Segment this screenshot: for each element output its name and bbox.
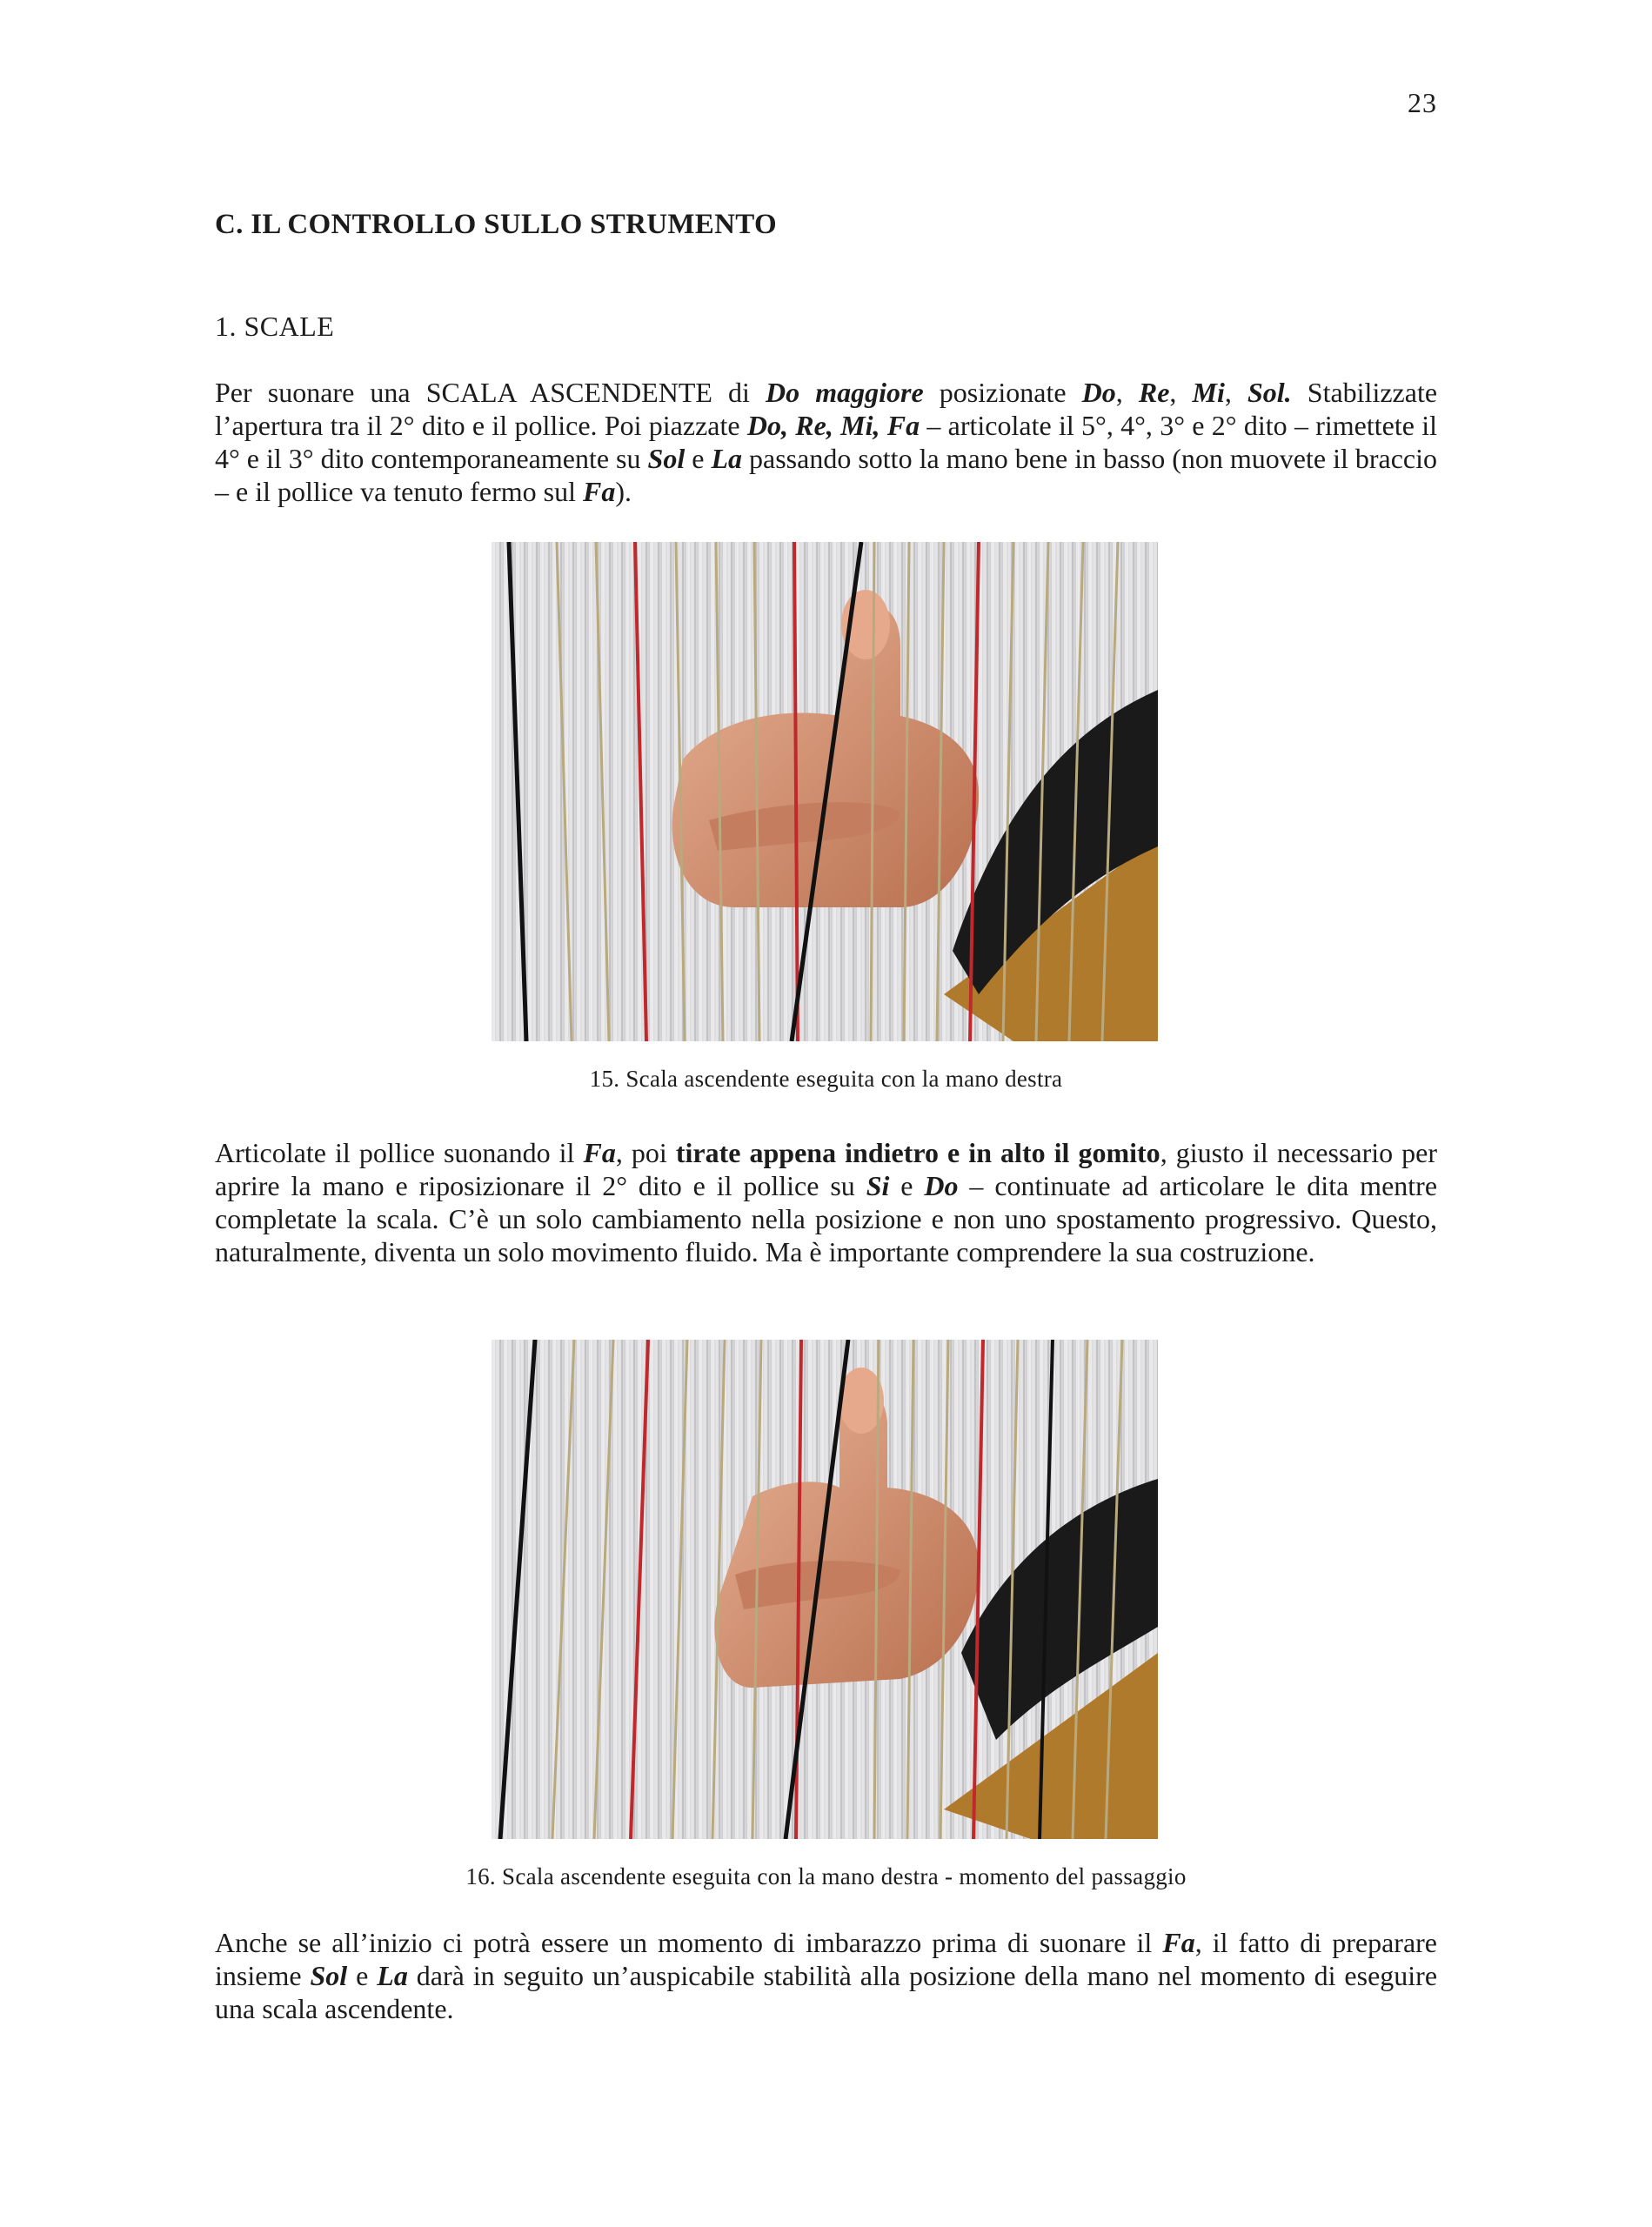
harp-hand-photo-1: [492, 542, 1158, 1041]
sub-title: 1. SCALE: [215, 311, 335, 342]
figure-15-photo: [492, 542, 1158, 1041]
figure-15-caption: 15. Scala ascendente eseguita con la mano destra: [589, 1066, 1063, 1092]
paragraph-articulation: Articolate il pollice suonando il Fa, poi tirate appena indietro e in alto il gomito, giusto il necessario per aprire la mano e riposizionare il 2° dito e il pollice su Si e Do – continuate ad articolare le dita mentre completate la scala. C’è un solo cambiamento nella posizione e non uno spostamento progressivo. Questo, naturalmente, diventa un solo movimento fluido. Ma è importante comprendere la sua costruzione.: [215, 1137, 1438, 1267]
paragraph-conclusion: Anche se all’inizio ci potrà essere un momento di imbarazzo prima di suonare il Fa, il fatto di preparare insieme Sol e La darà in seguito un’auspicabile stabilità alla posizione della mano nel momento di eseguire una scala ascendente.: [215, 1927, 1438, 2024]
figure-16-photo: [492, 1340, 1158, 1839]
harp-hand-photo-2: [492, 1340, 1158, 1839]
paragraph-intro: Per suonare una SCALA ASCENDENTE di Do maggiore posizionate Do, Re, Mi, Sol. Stabilizzate l’apertura tra il 2° dito e il pollice. Poi piazzate Do, Re, Mi, Fa – articolate il 5°, 4°, 3° e 2° dito – rimettete il 4° e il 3° dito contemporaneamente su Sol e La passando sotto la mano bene in basso (non muovete il braccio – e il pollice va tenuto fermo sul Fa).: [215, 377, 1438, 507]
section-title: C. IL CONTROLLO SULLO STRUMENTO: [215, 209, 777, 240]
figure-16-caption: 16. Scala ascendente eseguita con la mano destra - momento del passaggio: [465, 1863, 1187, 1889]
page-number: 23: [1408, 87, 1437, 118]
